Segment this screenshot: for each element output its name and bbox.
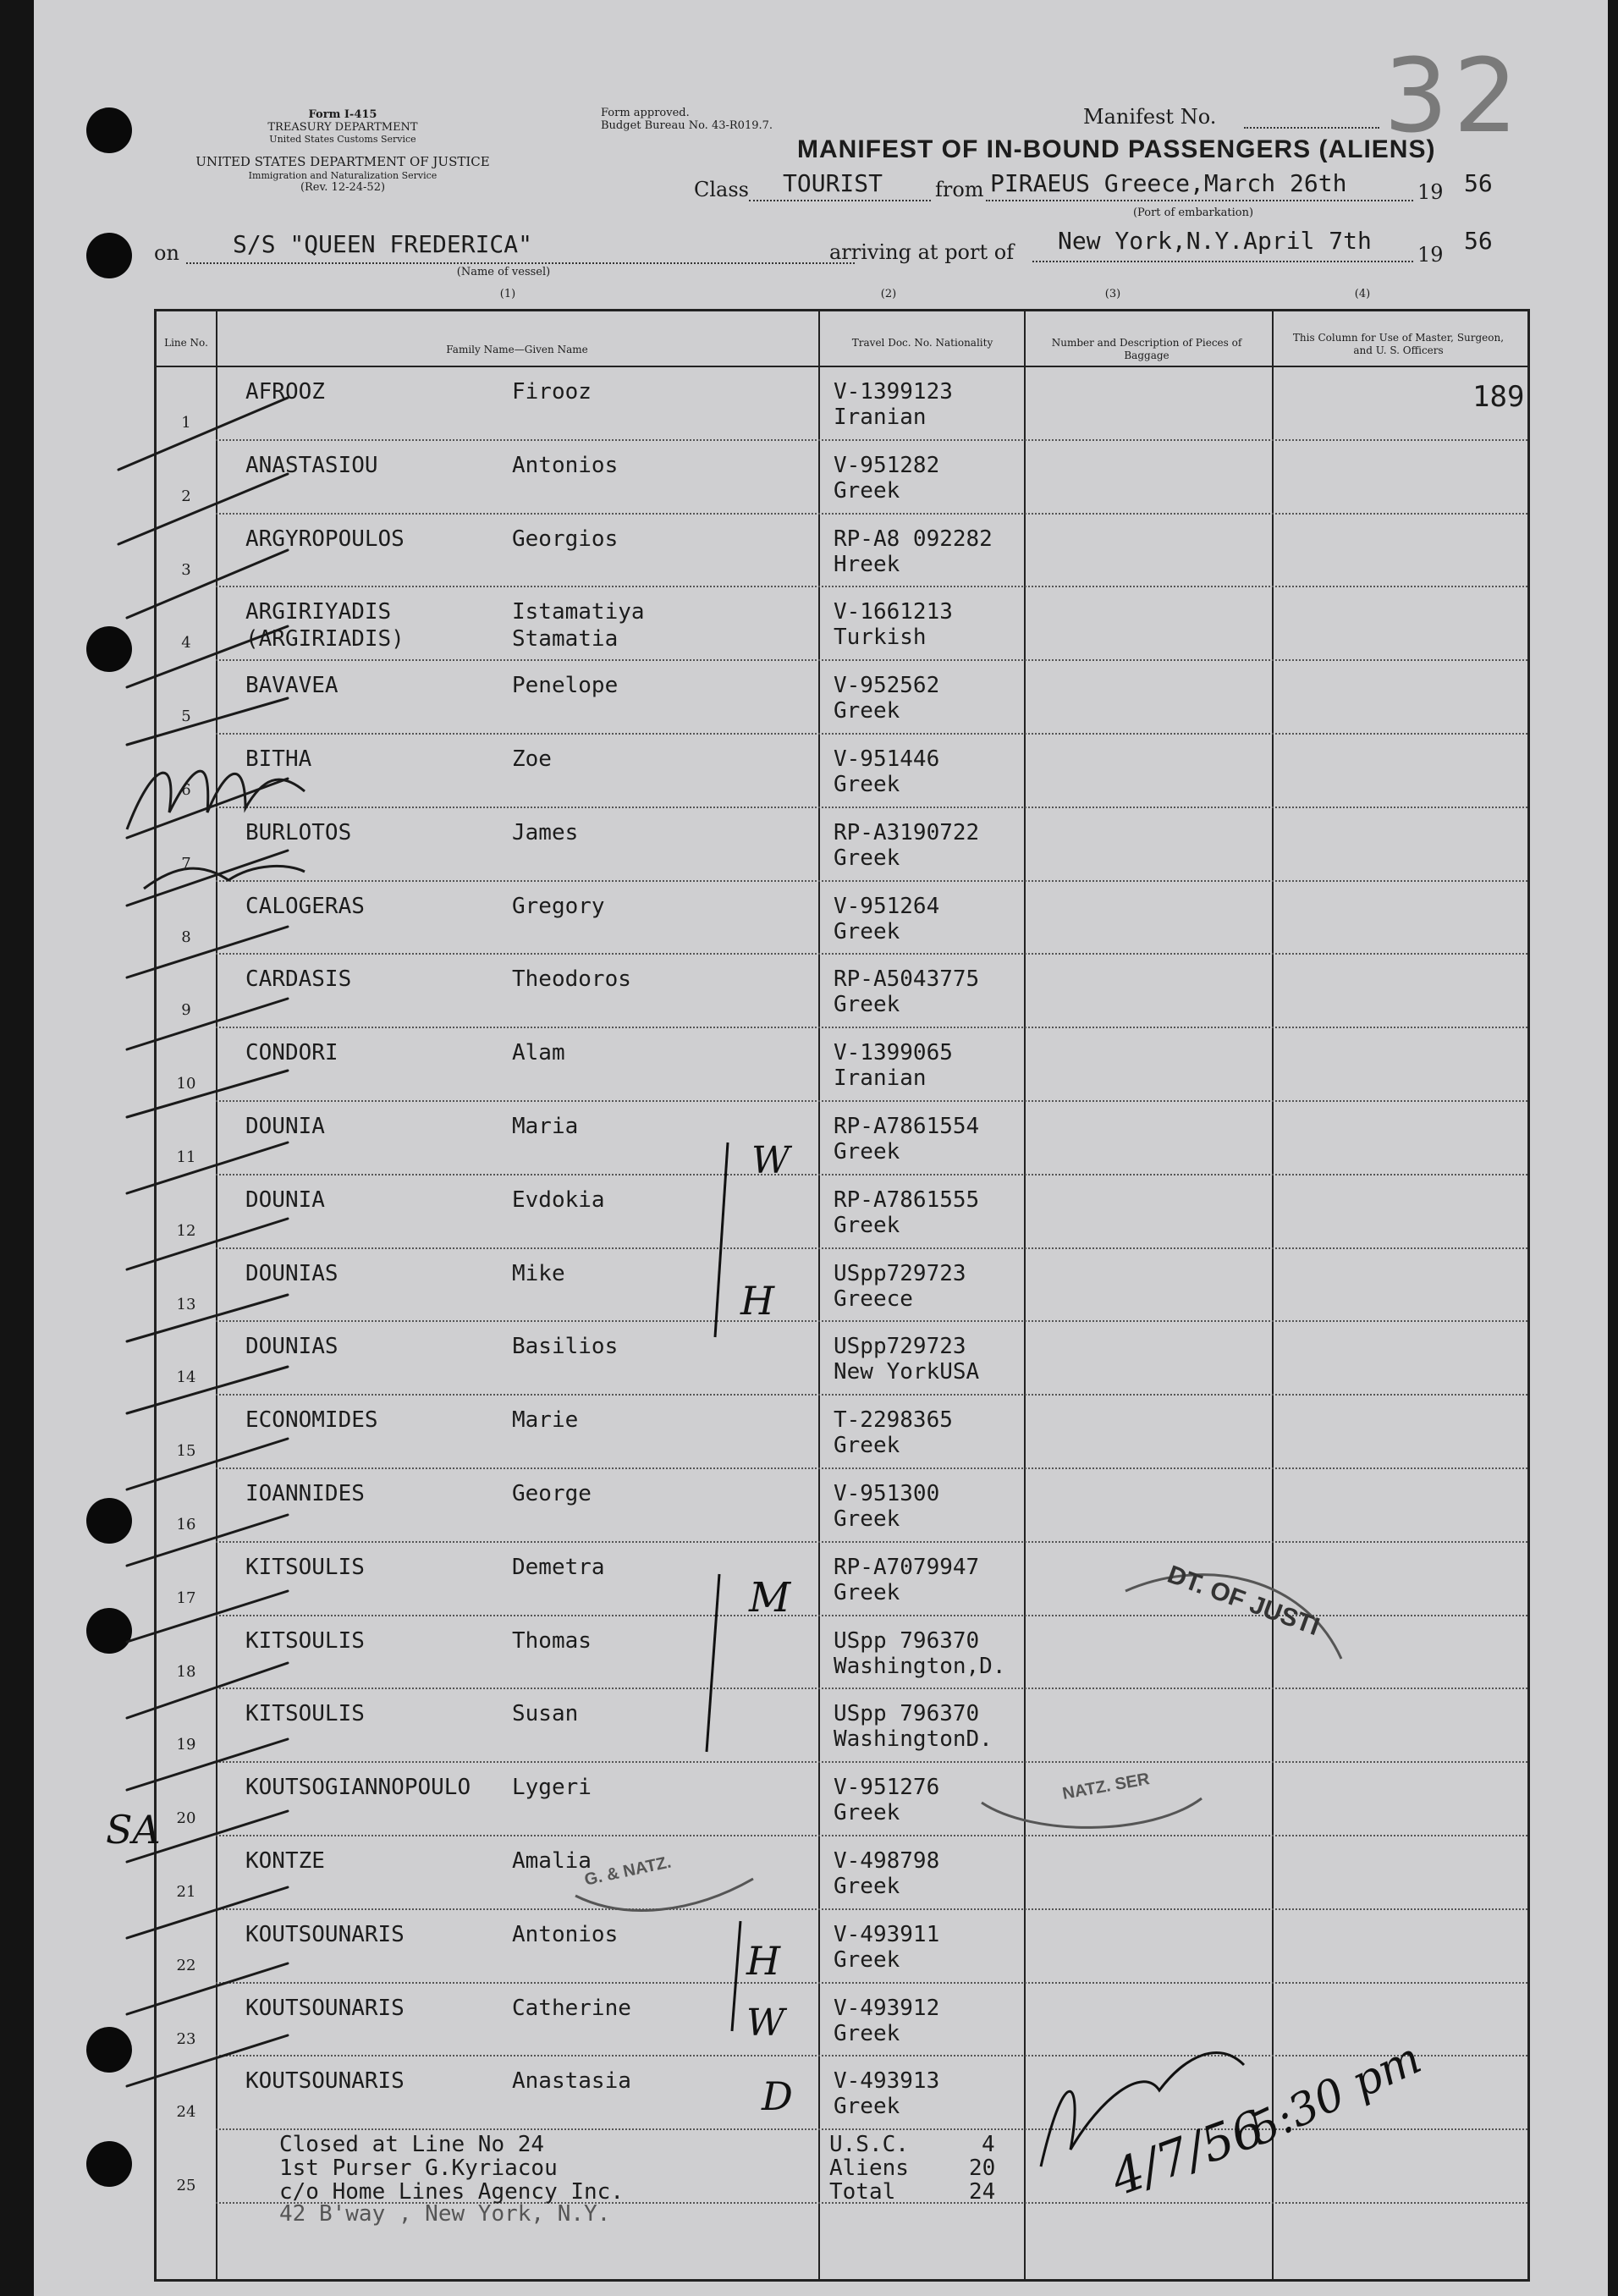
travel-doc-number: USpp 796370	[834, 1701, 980, 1727]
footer-aliens-value: 20	[969, 2156, 996, 2181]
family-name: KOUTSOUNARIS	[245, 2068, 404, 2095]
line-number: 10	[176, 1075, 196, 1093]
given-name: George	[512, 1481, 592, 1506]
travel-doc-number: V-951282	[834, 452, 940, 478]
nationality: Greek	[834, 698, 900, 724]
handwritten-w2: W	[746, 2001, 785, 2045]
travel-doc-number: V-493911	[834, 1921, 940, 1947]
line-number: 15	[176, 1442, 196, 1461]
arriving-year: 56	[1464, 227, 1493, 255]
nationality: Greek	[834, 918, 900, 944]
travel-doc-number: V-493912	[834, 1995, 940, 2021]
family-name: KITSOULIS	[245, 1627, 365, 1654]
travel-doc-number: V-1661213	[834, 599, 953, 625]
header-divider	[157, 366, 1527, 367]
travel-doc-number: RP-A8 092282	[834, 526, 993, 552]
nationality: New YorkUSA	[834, 1359, 980, 1385]
line-number: 17	[176, 1588, 196, 1607]
family-name: KOUTSOGIANNOPOULO	[245, 1775, 471, 1801]
table-row	[157, 954, 1527, 1027]
table-row	[157, 1321, 1527, 1395]
travel-doc-number: V-1399065	[834, 1040, 953, 1066]
family-name: KONTZE	[245, 1848, 325, 1874]
handwritten-w: W	[751, 1139, 790, 1182]
table-row	[157, 807, 1527, 881]
given-name: Basilios	[512, 1334, 619, 1360]
family-name: ANASTASIOU	[245, 452, 378, 478]
given-name: Gregory	[512, 893, 605, 919]
line-number: 24	[176, 2103, 196, 2122]
line-number: 22	[176, 1956, 196, 1974]
table-row	[157, 881, 1527, 955]
dept-immigration: Immigration and Naturalization Service	[248, 170, 438, 181]
handwritten-sa: SA	[106, 1807, 161, 1853]
from-year-prefix: 19	[1417, 180, 1444, 204]
punch-hole	[86, 2027, 132, 2073]
given-name: Marie	[512, 1407, 579, 1434]
given-name: Evdokia	[512, 1187, 605, 1213]
line-number: 19	[176, 1736, 196, 1754]
table-row	[157, 1395, 1527, 1468]
table-row	[157, 586, 1527, 660]
line-number: 6	[181, 781, 191, 799]
column-number-3: (3)	[1104, 288, 1121, 300]
given-name: Antonios	[512, 1921, 619, 1947]
travel-doc-number: RP-A7861555	[834, 1187, 980, 1213]
footer-usc-label: U.S.C.	[829, 2132, 909, 2157]
nationality: Greek	[834, 1874, 900, 1899]
line-number: 8	[181, 928, 191, 946]
port-embarkation-note: (Port of embarkation)	[1132, 206, 1254, 219]
dept-treasury: TREASURY DEPARTMENT	[267, 121, 418, 134]
nationality: WashingtonD.	[834, 1726, 993, 1753]
footer-address: 42 B'way , New York, N.Y.	[279, 2201, 611, 2227]
nationality: Turkish	[834, 625, 927, 651]
punch-hole	[86, 1498, 132, 1544]
header-baggage: Number and Description of Pieces of Baggage	[1051, 337, 1242, 361]
table-row	[157, 514, 1527, 587]
arriving-year-prefix: 19	[1417, 243, 1444, 267]
class-label: Class	[694, 178, 749, 201]
line-number: 12	[176, 1221, 196, 1240]
from-label: from	[935, 178, 984, 201]
dept-justice: UNITED STATES DEPARTMENT OF JUSTICE	[195, 154, 490, 169]
footer-total-label: Total	[829, 2179, 896, 2205]
travel-doc-number: V-498798	[834, 1848, 940, 1874]
given-name: Anastasia	[512, 2068, 631, 2095]
given-name: Georgios	[512, 526, 619, 552]
header-line-no: Line No.	[164, 337, 208, 349]
travel-doc-number: V-951300	[834, 1481, 940, 1506]
nationality: Greek	[834, 1946, 900, 1973]
nationality: Greek	[834, 2020, 900, 2046]
handwritten-d: D	[762, 2073, 793, 2119]
footer-purser: 1st Purser G.Kyriacou	[279, 2156, 558, 2181]
nationality: Greek	[834, 992, 900, 1018]
page-title: MANIFEST OF IN-BOUND PASSENGERS (ALIENS)	[797, 135, 1436, 163]
line-number: 2	[181, 487, 191, 505]
nationality: Greek	[834, 1579, 900, 1605]
punch-hole	[86, 2141, 132, 2187]
table-row	[157, 1248, 1527, 1322]
line-number: 18	[176, 1662, 196, 1681]
line-number: 5	[181, 708, 191, 726]
arriving-value: New York,N.Y.April 7th	[1058, 227, 1372, 255]
given-name: Istamatiya Stamatia	[512, 599, 645, 652]
family-name: CARDASIS	[245, 966, 352, 993]
footer-agency: c/o Home Lines Agency Inc.	[279, 2179, 624, 2205]
punch-hole	[86, 1608, 132, 1654]
table-row	[157, 1909, 1527, 1983]
family-name: ECONOMIDES	[245, 1407, 378, 1434]
column-number-2: (2)	[880, 288, 897, 300]
given-name: Susan	[512, 1701, 579, 1727]
table-row	[157, 440, 1527, 514]
punch-hole	[86, 626, 132, 672]
travel-doc-number: V-1399123	[834, 379, 953, 405]
family-name: BURLOTOS	[245, 819, 352, 845]
family-name: ARGIRIYADIS (ARGIRIADIS)	[245, 599, 404, 652]
line-number: 1	[181, 414, 191, 432]
given-name: Thomas	[512, 1627, 592, 1654]
header-name: Family Name—Given Name	[446, 344, 588, 355]
form-id: Form I-415	[308, 108, 377, 121]
family-name: IOANNIDES	[245, 1481, 365, 1506]
travel-doc-number: V-493913	[834, 2068, 940, 2095]
given-name: Penelope	[512, 673, 619, 699]
family-name: DOUNIAS	[245, 1334, 338, 1360]
line-number: 16	[176, 1516, 196, 1533]
table-row	[157, 1688, 1527, 1762]
given-name: Alam	[512, 1040, 565, 1066]
column-number-4: (4)	[1354, 288, 1371, 300]
nationality: Greek	[834, 2094, 900, 2120]
table-row	[157, 366, 1527, 440]
travel-doc-number: RP-A3190722	[834, 819, 980, 845]
dept-customs: United States Customs Service	[269, 134, 416, 145]
family-name: KOUTSOUNARIS	[245, 1995, 404, 2021]
table-row	[157, 734, 1527, 807]
form-approved: Form approved.	[601, 107, 690, 119]
nationality: Iranian	[834, 1065, 927, 1092]
vessel-line	[186, 262, 855, 264]
budget-bureau: Budget Bureau No. 43-R019.7.	[601, 119, 773, 132]
table-row	[157, 1468, 1527, 1542]
header-travel-doc: Travel Doc. No. Nationality	[851, 337, 993, 349]
given-name: James	[512, 819, 579, 845]
line-number: 13	[176, 1295, 196, 1313]
family-name: KITSOULIS	[245, 1701, 365, 1727]
nationality: Iranian	[834, 405, 927, 430]
nationality: Greek	[834, 1506, 900, 1532]
travel-doc-number: V-951264	[834, 893, 940, 919]
table-row	[157, 1101, 1527, 1175]
footer-aliens-label: Aliens	[829, 2156, 909, 2181]
family-name: CALOGERAS	[245, 893, 365, 919]
given-name: Demetra	[512, 1554, 605, 1580]
table-row	[157, 1542, 1527, 1616]
handwritten-m: M	[749, 1574, 791, 1622]
given-name: Zoe	[512, 746, 552, 772]
handwritten-h: H	[740, 1278, 775, 1324]
line-number: 9	[181, 1001, 191, 1020]
travel-doc-number: USpp729723	[834, 1334, 966, 1360]
family-name: KOUTSOUNARIS	[245, 1921, 404, 1947]
given-name: Catherine	[512, 1995, 631, 2021]
family-name: ARGYROPOULOS	[245, 526, 404, 552]
arriving-line	[1032, 261, 1413, 262]
vessel-note: (Name of vessel)	[456, 266, 551, 278]
given-name: Theodoros	[512, 966, 631, 993]
footer-total-value: 24	[969, 2179, 996, 2205]
manifest-no-label: Manifest No.	[1083, 105, 1217, 129]
inspector-date: 4/7/56	[1103, 2099, 1272, 2207]
family-name: DOUNIAS	[245, 1260, 338, 1286]
footer-closed: Closed at Line No 24	[279, 2132, 545, 2157]
nationality: Greek	[834, 477, 900, 504]
nationality: Greek	[834, 845, 900, 871]
nationality: Greek	[834, 1433, 900, 1459]
vessel-name: S/S "QUEEN FREDERICA"	[233, 230, 533, 258]
arriving-label: arriving at port of	[829, 240, 1015, 264]
travel-doc-number: RP-A7861554	[834, 1114, 980, 1139]
travel-doc-number: V-951446	[834, 746, 940, 772]
line-number: 20	[176, 1809, 196, 1828]
line-number: 14	[176, 1368, 196, 1387]
class-value: TOURIST	[783, 169, 883, 197]
line-number: 21	[176, 1883, 196, 1901]
handwritten-h2: H	[746, 1938, 781, 1984]
given-name: Firooz	[512, 379, 592, 405]
punch-hole	[86, 233, 132, 278]
column-number-1: (1)	[499, 288, 516, 300]
family-name: KITSOULIS	[245, 1554, 365, 1580]
header-officers: This Column for Use of Master, Surgeon, and U. S. Officers	[1292, 332, 1505, 356]
form-revision: (Rev. 12-24-52)	[300, 181, 386, 194]
from-year: 56	[1464, 169, 1493, 197]
table-row	[157, 1027, 1527, 1101]
given-name: Maria	[512, 1114, 579, 1139]
naturalization-stamp: G. & NATZ.	[582, 1853, 674, 1890]
travel-doc-number: T-2298365	[834, 1407, 953, 1434]
travel-doc-number: V-952562	[834, 673, 940, 699]
travel-doc-number: RP-A7079947	[834, 1554, 980, 1580]
family-name: DOUNIA	[245, 1114, 325, 1139]
footer-usc-value: 4	[982, 2132, 995, 2157]
table-row	[157, 1836, 1527, 1909]
justice-stamp: DT. OF JUSTI	[1164, 1560, 1324, 1642]
table-row	[157, 1983, 1527, 2056]
table-row	[157, 660, 1527, 734]
travel-doc-number: RP-A5043775	[834, 966, 980, 993]
nationality: Greece	[834, 1286, 913, 1312]
from-line	[986, 200, 1413, 201]
travel-doc-number: USpp 796370	[834, 1627, 980, 1654]
manifest-page	[34, 0, 1608, 2296]
inspection-time: 5:30 pm	[1241, 2033, 1429, 2156]
line-number: 4	[181, 634, 191, 652]
family-name: AFROOZ	[245, 379, 325, 405]
table-row	[157, 1762, 1527, 1836]
family-name: BAVAVEA	[245, 673, 338, 699]
line-number: 3	[181, 560, 191, 579]
nationality: Greek	[834, 1212, 900, 1238]
travel-doc-number: V-951276	[834, 1775, 940, 1801]
nationality: Hreek	[834, 551, 900, 577]
nationality: Greek	[834, 1139, 900, 1165]
nationality: Greek	[834, 1800, 900, 1826]
given-name: Mike	[512, 1260, 565, 1286]
family-name: BITHA	[245, 746, 312, 772]
line-number: 11	[176, 1148, 196, 1166]
line-number: 7	[181, 854, 191, 873]
on-label: on	[154, 241, 179, 265]
table-row	[157, 1175, 1527, 1248]
family-name: DOUNIA	[245, 1187, 325, 1213]
given-name: Lygeri	[512, 1775, 592, 1801]
given-name: Antonios	[512, 452, 619, 478]
line-number: 23	[176, 2029, 196, 2048]
manifest-number: 32	[1384, 38, 1523, 156]
naturalization-service-stamp: NATZ. SER	[1060, 1770, 1152, 1803]
manifest-no-line	[1244, 127, 1379, 129]
from-value: PIRAEUS Greece,March 26th	[990, 169, 1347, 197]
travel-doc-number: USpp729723	[834, 1260, 966, 1286]
class-line	[749, 200, 931, 201]
passenger-table	[154, 309, 1530, 2282]
line-number: 25	[176, 2177, 196, 2195]
table-row	[157, 1616, 1527, 1689]
punch-hole	[86, 107, 132, 153]
nationality: Washington,D.	[834, 1653, 1006, 1679]
family-name: CONDORI	[245, 1040, 338, 1066]
given-name: Amalia	[512, 1848, 592, 1874]
nationality: Greek	[834, 772, 900, 797]
officer-note: 189	[1472, 380, 1525, 414]
